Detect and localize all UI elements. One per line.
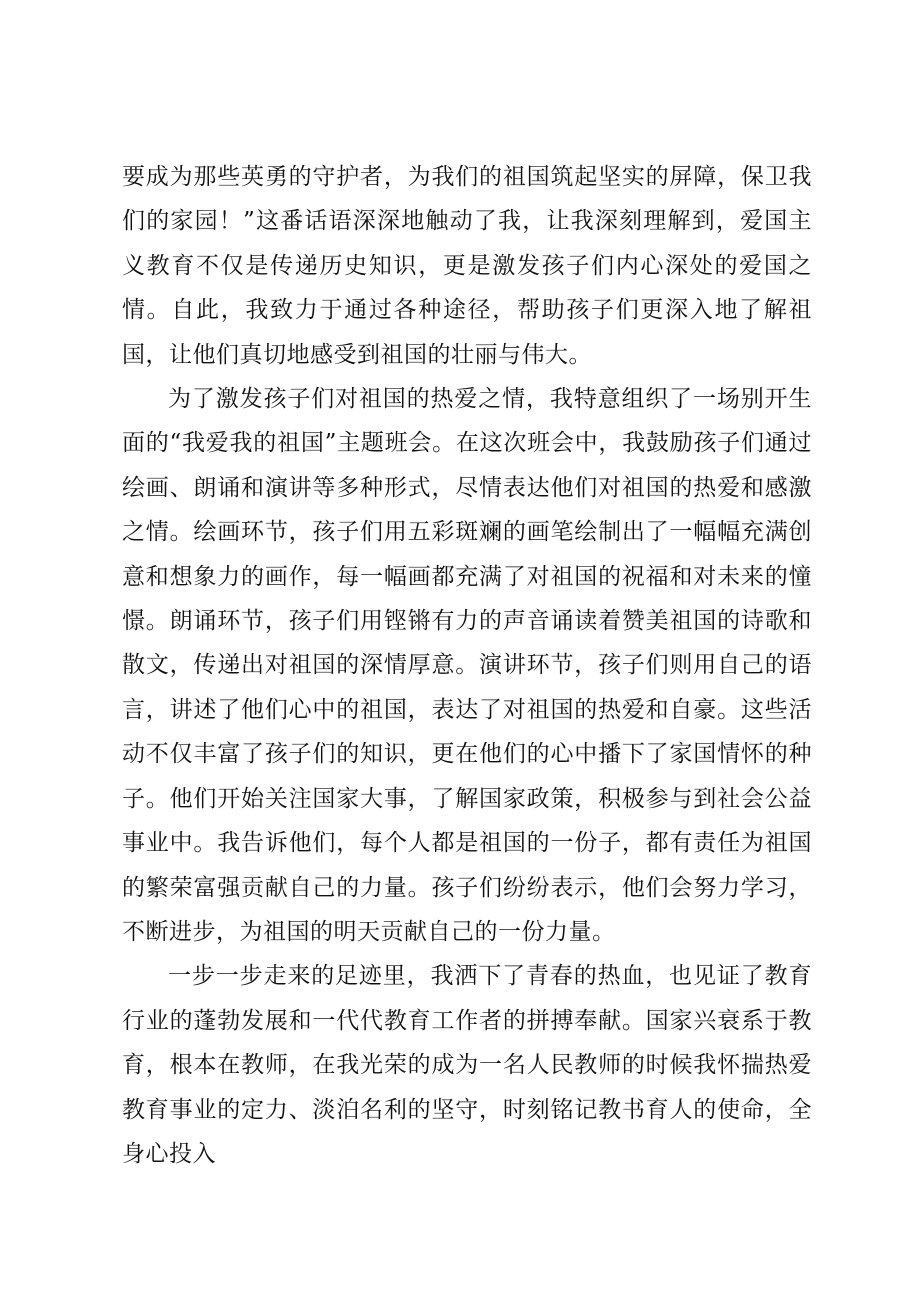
paragraph-1: 要成为那些英勇的守护者，为我们的祖国筑起坚实的屏障，保卫我们的家园！”这番话语深深地触动了我，让我深刻理解到，爱国主义教育不仅是传递历史知识，更是激发孩子们内心深处的爱国之情。自此，我致力于通过各种途径，帮助孩子们更深入地了解祖国，让他们真切地感受到祖国的壮丽与伟大。 [122,164,812,368]
paragraph-3: 一步一步走来的足迹里，我洒下了青春的热血，也见证了教育行业的蓬勃发展和一代代教育工作者的拼搏奉献。国家兴衰系于教育，根本在教师，在我光荣的成为一名人民教师的时候我怀揣热爱教育事业的定力、淡泊名利的坚守，时刻铭记教书育人的使命，全身心投入 [122,963,812,1167]
paragraph-2: 为了激发孩子们对祖国的热爱之情，我特意组织了一场别开生面的“我爱我的祖国”主题班会。在这次班会中，我鼓励孩子们通过绘画、朗诵和演讲等多种形式，尽情表达他们对祖国的热爱和感激之情。绘画环节，孩子们用五彩斑斓的画笔绘制出了一幅幅充满创意和想象力的画作，每一幅画都充满了对祖国的祝福和对未来的憧憬。朗诵环节，孩子们用铿锵有力的声音诵读着赞美祖国的诗歌和散文，传递出对祖国的深情厚意。演讲环节，孩子们则用自己的语言，讲述了他们心中的祖国，表达了对祖国的热爱和自豪。这些活动不仅丰富了孩子们的知识，更在他们的心中播下了家国情怀的种子。他们开始关注国家大事，了解国家政策，积极参与到社会公益事业中。我告诉他们，每个人都是祖国的一份子，都有责任为祖国的繁荣富强贡献自己的力量。孩子们纷纷表示，他们会努力学习，不断进步，为祖国的明天贡献自己的一份力量。 [122,386,812,945]
body-text [122,155,812,1176]
